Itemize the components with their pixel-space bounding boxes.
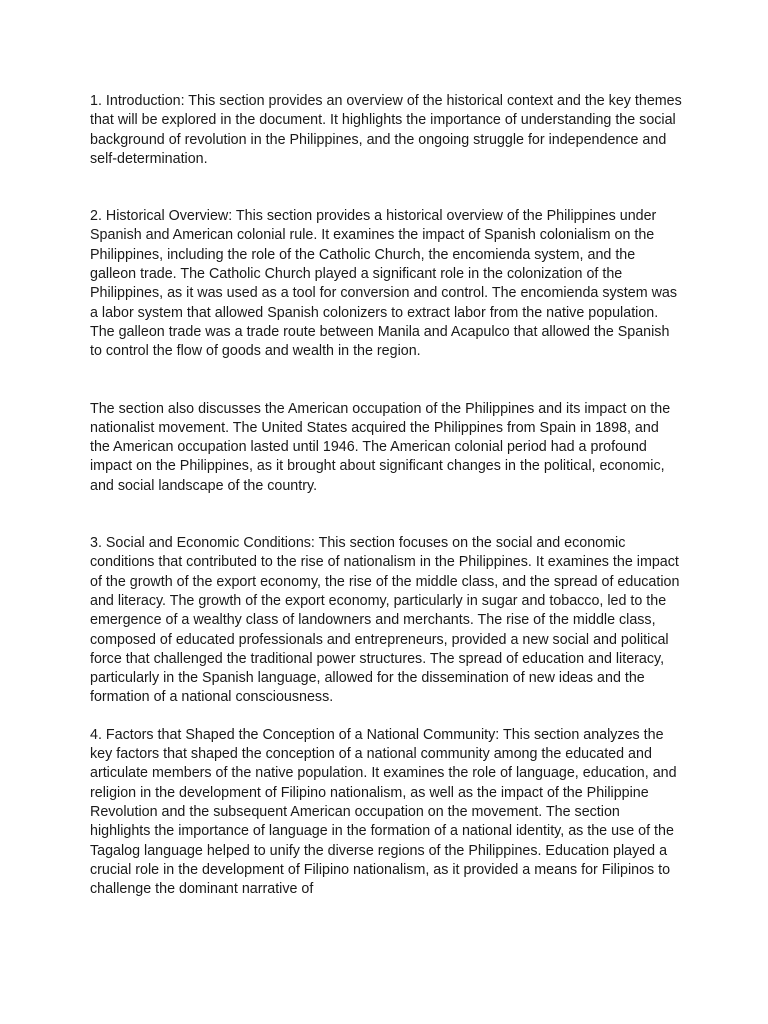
paragraph-american-occupation: The section also discusses the American occupation of the Philippines and its impact on the nationalist movement. The United States acquired the Philippines from Spain in 1898, and the American occupation lasted until 1946. The American colonial period had a profound impact on the Philippines, as it brought about significant changes in the political, economic, and social landscape of the country. — [90, 400, 671, 494]
paragraph-social-economic-conditions: 3. Social and Economic Conditions: This section focuses on the social and economic conditions that contributed to the rise of nationalism in the Philippines. It examines the impact of the growth of the export economy, the rise of the middle class, and the spread of education and literacy. The growth of the export economy, particularly in sugar and tobacco, led to the emergence of a wealthy class of landowners and merchants. The rise of the middle class, composed of educated professionals and entrepreneurs, provided a new social and political force that challenged the traditional power structures. The spread of education and literacy, particularly in the Spanish language, allowed for the dissemination of new ideas and the formation of a national consciousness. — [90, 535, 680, 706]
paragraph-national-community-factors: 4. Factors that Shaped the Conception of a National Community: This section analyzes the key factors that shaped the conception of a national community among the educated and articulate members of the native population. It examines the role of language, education, and religion in the development of Filipino nationalism, as well as the impact of the Philippine Revolution and the subsequent American occupation on the movement. The section highlights the importance of language in the formation of a national identity, as the use of the Tagalog language helped to unify the diverse regions of the Philippines. Education played a crucial role in the development of Filipino nationalism, as it provided a means for Filipinos to challenge the dominant narrative of — [90, 726, 677, 898]
paragraph-introduction: 1. Introduction: This section provides an overview of the historical context and the key themes that will be explored in the document. It highlights the importance of understanding the social background of revolution in the Philippines, and the ongoing struggle for independence and self-determination. — [90, 93, 682, 167]
paragraph-historical-overview: 2. Historical Overview: This section provides a historical overview of the Philippines under Spanish and American colonial rule. It examines the impact of Spanish colonialism on the Philippines, including the role of the Catholic Church, the encomienda system, and the galleon trade. The Catholic Church played a significant role in the colonization of the Philippines, as it was used as a tool for conversion and control. The encomienda system was a labor system that allowed Spanish colonizers to extract labor from the native population. The galleon trade was a trade route between Manila and Acapulco that allowed the Spanish to control the flow of goods and wealth in the region. — [90, 208, 678, 360]
